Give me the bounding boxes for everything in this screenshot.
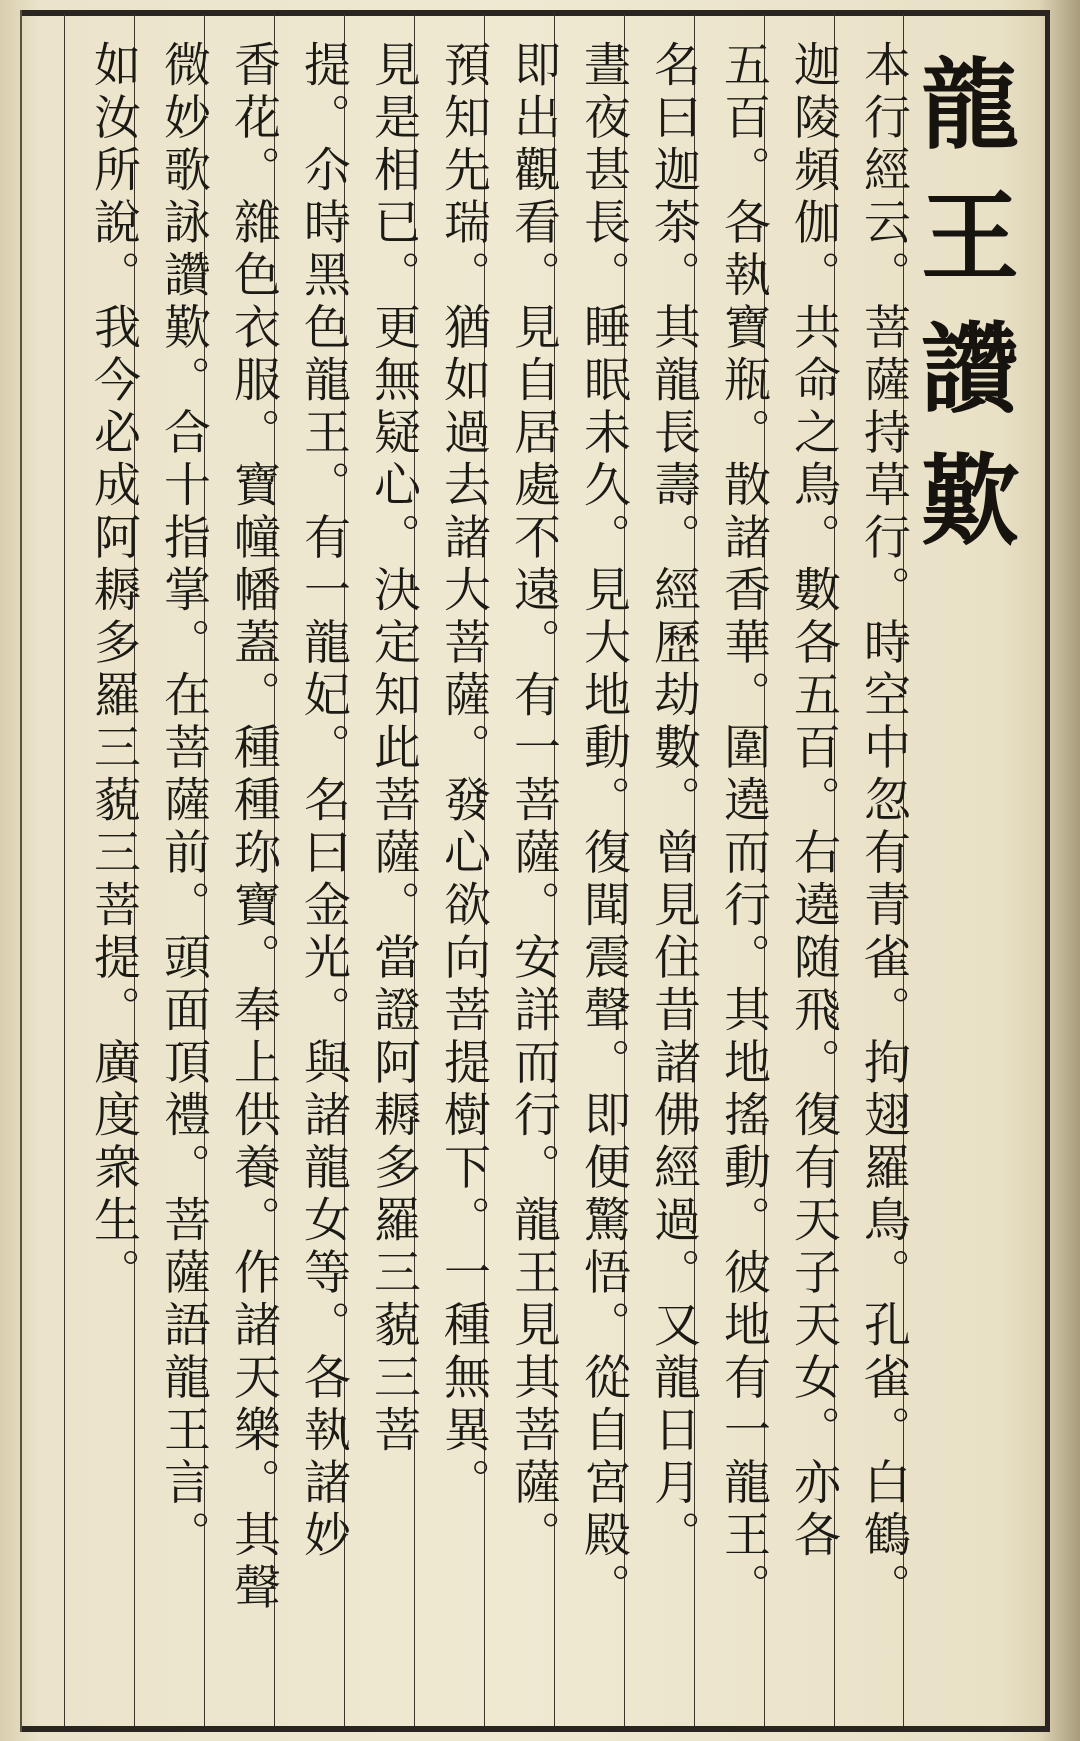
text-body [24,14,911,1726]
text-column [414,14,491,1726]
column-text: 五百。各執寶瓶。散諸香華。圍遶而行。其地搖動。彼地有一龍王。 [716,40,771,1615]
text-column [624,14,701,1726]
column-text: 預知先瑞。猶如過去諸大菩薩。發心欲向菩提樹下。一種無異。 [436,40,491,1510]
title-char: 讚 [920,312,1019,427]
text-column [554,14,631,1726]
title-char: 龍 [920,48,1019,163]
text-column [274,14,351,1726]
column-text: 名曰迦茶。其龍長壽。經歷劫數。曾見住昔諸佛經過。又龍日月。 [646,40,701,1563]
column-text: 本行經云。菩薩持草行。時空中忽有青雀。拘翅羅鳥。孔雀。白鶴。 [856,40,911,1615]
column-text: 香花。雜色衣服。寶幢幡蓋。種種珎寶。奉上供養。作諸天樂。其聲 [226,40,281,1615]
column-text: 如汝所說。我今必成阿耨多羅三藐三菩提。廣度衆生。 [86,40,141,1300]
text-column [484,14,561,1726]
page-border-left [20,10,22,1732]
page-border-right [1045,10,1050,1732]
title-char: 歎 [920,444,1019,559]
text-column [834,14,911,1726]
text-column [764,14,841,1726]
title-char: 王 [920,180,1019,295]
column-text: 提。尒時黑色龍王。有一龍妃。名曰金光。與諸龍女等。各執諸妙 [296,40,351,1563]
column-text: 見是相已。更無疑心。決定知此菩薩。當證阿耨多羅三藐三菩 [366,40,421,1458]
text-column [694,14,771,1726]
column-text: 微妙歌詠讚歎。合十指掌。在菩薩前。頭面頂禮。菩薩語龍王言。 [156,40,211,1563]
text-column [134,14,211,1726]
column-text: 即出觀看。見自居處不遠。有一菩薩。安詳而行。龍王見其菩薩。 [506,40,561,1563]
column-text: 晝夜甚長。睡眠未久。見大地動。復聞震聲。即便驚悟。從自宮殿。 [576,40,631,1615]
text-column [204,14,281,1726]
column-text: 迦陵頻伽。共命之鳥。數各五百。右遶随飛。復有天子天女。亦各 [786,40,841,1563]
page-title [915,40,1025,1720]
text-column [64,14,141,1726]
text-column [344,14,421,1726]
